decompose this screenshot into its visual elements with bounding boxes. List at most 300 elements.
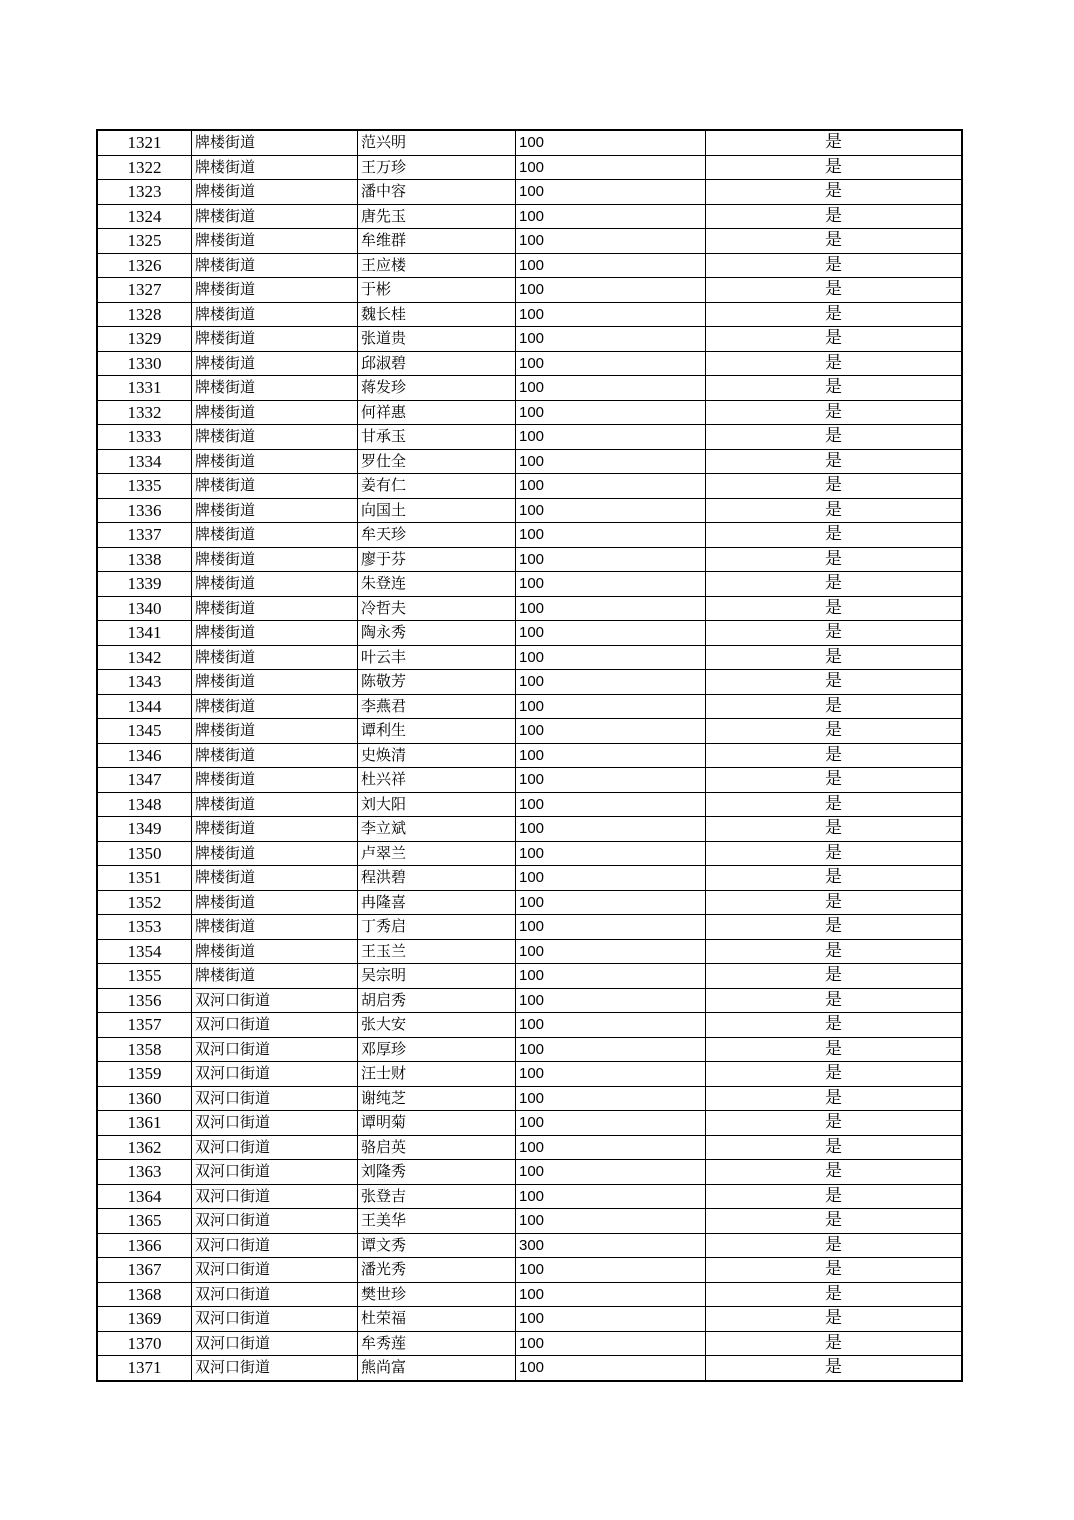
table-row: [97, 1307, 962, 1332]
street-cell: 牌楼街道: [192, 376, 358, 401]
table-row: [97, 866, 962, 891]
name-cell: 叶云丰: [358, 645, 516, 670]
table-row: [97, 890, 962, 915]
row-number: 1365: [97, 1209, 192, 1234]
flag-cell: 是: [706, 596, 963, 621]
row-number: 1337: [97, 523, 192, 548]
street-cell: 牌楼街道: [192, 278, 358, 303]
row-number: 1341: [97, 621, 192, 646]
flag-cell: 是: [706, 719, 963, 744]
amount-cell: 100: [516, 1086, 706, 1111]
amount-cell: 100: [516, 253, 706, 278]
table-row: [97, 1160, 962, 1185]
flag-cell: 是: [706, 376, 963, 401]
row-number: 1366: [97, 1233, 192, 1258]
flag-cell: 是: [706, 1209, 963, 1234]
table-row: [97, 1258, 962, 1283]
street-cell: 牌楼街道: [192, 792, 358, 817]
amount-cell: 100: [516, 841, 706, 866]
flag-cell: 是: [706, 180, 963, 205]
street-cell: 双河口街道: [192, 1037, 358, 1062]
street-cell: 牌楼街道: [192, 474, 358, 499]
table-row: [97, 768, 962, 793]
table-row: [97, 817, 962, 842]
table-row: [97, 1013, 962, 1038]
table-row: [97, 719, 962, 744]
name-cell: 汪士财: [358, 1062, 516, 1087]
amount-cell: 100: [516, 988, 706, 1013]
name-cell: 李立斌: [358, 817, 516, 842]
amount-cell: 100: [516, 817, 706, 842]
name-cell: 冷哲夫: [358, 596, 516, 621]
street-cell: 双河口街道: [192, 1331, 358, 1356]
name-cell: 卢翠兰: [358, 841, 516, 866]
row-number: 1345: [97, 719, 192, 744]
amount-cell: 100: [516, 155, 706, 180]
amount-cell: 100: [516, 572, 706, 597]
street-cell: 牌楼街道: [192, 621, 358, 646]
amount-cell: 100: [516, 670, 706, 695]
row-number: 1370: [97, 1331, 192, 1356]
table-row: [97, 523, 962, 548]
street-cell: 双河口街道: [192, 1233, 358, 1258]
row-number: 1332: [97, 400, 192, 425]
amount-cell: 100: [516, 1062, 706, 1087]
flag-cell: 是: [706, 1086, 963, 1111]
table-row: [97, 1356, 962, 1381]
amount-cell: 100: [516, 768, 706, 793]
row-number: 1328: [97, 302, 192, 327]
row-number: 1335: [97, 474, 192, 499]
table-row: [97, 474, 962, 499]
amount-cell: 100: [516, 1160, 706, 1185]
flag-cell: 是: [706, 547, 963, 572]
flag-cell: 是: [706, 1282, 963, 1307]
row-number: 1360: [97, 1086, 192, 1111]
amount-cell: 100: [516, 621, 706, 646]
flag-cell: 是: [706, 204, 963, 229]
row-number: 1350: [97, 841, 192, 866]
name-cell: 谭明菊: [358, 1111, 516, 1136]
amount-cell: 100: [516, 1282, 706, 1307]
street-cell: 牌楼街道: [192, 204, 358, 229]
name-cell: 张登吉: [358, 1184, 516, 1209]
street-cell: 牌楼街道: [192, 890, 358, 915]
amount-cell: 100: [516, 694, 706, 719]
street-cell: 双河口街道: [192, 1135, 358, 1160]
amount-cell: 100: [516, 449, 706, 474]
flag-cell: 是: [706, 768, 963, 793]
name-cell: 魏长桂: [358, 302, 516, 327]
name-cell: 罗仕全: [358, 449, 516, 474]
street-cell: 牌楼街道: [192, 253, 358, 278]
flag-cell: 是: [706, 498, 963, 523]
flag-cell: 是: [706, 474, 963, 499]
amount-cell: 100: [516, 1307, 706, 1332]
row-number: 1334: [97, 449, 192, 474]
row-number: 1346: [97, 743, 192, 768]
name-cell: 刘隆秀: [358, 1160, 516, 1185]
row-number: 1343: [97, 670, 192, 695]
table-row: [97, 988, 962, 1013]
flag-cell: 是: [706, 1258, 963, 1283]
row-number: 1363: [97, 1160, 192, 1185]
flag-cell: 是: [706, 1233, 963, 1258]
name-cell: 谭利生: [358, 719, 516, 744]
row-number: 1354: [97, 939, 192, 964]
name-cell: 潘中容: [358, 180, 516, 205]
amount-cell: 100: [516, 204, 706, 229]
table-row: [97, 670, 962, 695]
street-cell: 牌楼街道: [192, 523, 358, 548]
flag-cell: 是: [706, 229, 963, 254]
street-cell: 牌楼街道: [192, 327, 358, 352]
row-number: 1339: [97, 572, 192, 597]
row-number: 1371: [97, 1356, 192, 1381]
street-cell: 牌楼街道: [192, 841, 358, 866]
roster-body: [97, 130, 962, 1381]
street-cell: 牌楼街道: [192, 449, 358, 474]
street-cell: 双河口街道: [192, 1184, 358, 1209]
flag-cell: 是: [706, 1111, 963, 1136]
amount-cell: 100: [516, 1184, 706, 1209]
table-row: [97, 547, 962, 572]
name-cell: 王美华: [358, 1209, 516, 1234]
name-cell: 丁秀启: [358, 915, 516, 940]
table-row: [97, 1209, 962, 1234]
row-number: 1356: [97, 988, 192, 1013]
amount-cell: 100: [516, 792, 706, 817]
table-row: [97, 1037, 962, 1062]
street-cell: 牌楼街道: [192, 547, 358, 572]
street-cell: 牌楼街道: [192, 866, 358, 891]
table-row: [97, 155, 962, 180]
name-cell: 张道贵: [358, 327, 516, 352]
name-cell: 蒋发珍: [358, 376, 516, 401]
name-cell: 范兴明: [358, 130, 516, 155]
street-cell: 牌楼街道: [192, 130, 358, 155]
street-cell: 牌楼街道: [192, 180, 358, 205]
amount-cell: 100: [516, 596, 706, 621]
table-row: [97, 425, 962, 450]
name-cell: 刘大阳: [358, 792, 516, 817]
flag-cell: 是: [706, 523, 963, 548]
amount-cell: 100: [516, 1331, 706, 1356]
name-cell: 陈敬芳: [358, 670, 516, 695]
street-cell: 牌楼街道: [192, 768, 358, 793]
flag-cell: 是: [706, 964, 963, 989]
table-row: [97, 1233, 962, 1258]
street-cell: 牌楼街道: [192, 719, 358, 744]
flag-cell: 是: [706, 645, 963, 670]
flag-cell: 是: [706, 988, 963, 1013]
row-number: 1324: [97, 204, 192, 229]
name-cell: 杜荣福: [358, 1307, 516, 1332]
flag-cell: 是: [706, 1331, 963, 1356]
table-row: [97, 694, 962, 719]
name-cell: 唐先玉: [358, 204, 516, 229]
flag-cell: 是: [706, 1135, 963, 1160]
row-number: 1362: [97, 1135, 192, 1160]
amount-cell: 100: [516, 425, 706, 450]
name-cell: 王万珍: [358, 155, 516, 180]
amount-cell: 100: [516, 743, 706, 768]
row-number: 1359: [97, 1062, 192, 1087]
table-row: [97, 204, 962, 229]
name-cell: 于彬: [358, 278, 516, 303]
street-cell: 牌楼街道: [192, 498, 358, 523]
street-cell: 牌楼街道: [192, 155, 358, 180]
flag-cell: 是: [706, 302, 963, 327]
table-row: [97, 253, 962, 278]
table-row: [97, 1086, 962, 1111]
row-number: 1364: [97, 1184, 192, 1209]
row-number: 1329: [97, 327, 192, 352]
name-cell: 谭文秀: [358, 1233, 516, 1258]
row-number: 1331: [97, 376, 192, 401]
amount-cell: 100: [516, 1111, 706, 1136]
row-number: 1355: [97, 964, 192, 989]
name-cell: 陶永秀: [358, 621, 516, 646]
flag-cell: 是: [706, 817, 963, 842]
row-number: 1336: [97, 498, 192, 523]
row-number: 1344: [97, 694, 192, 719]
flag-cell: 是: [706, 841, 963, 866]
table-row: [97, 376, 962, 401]
street-cell: 牌楼街道: [192, 351, 358, 376]
name-cell: 潘光秀: [358, 1258, 516, 1283]
street-cell: 双河口街道: [192, 1160, 358, 1185]
street-cell: 牌楼街道: [192, 400, 358, 425]
table-row: [97, 743, 962, 768]
flag-cell: 是: [706, 425, 963, 450]
table-row: [97, 449, 962, 474]
table-row: [97, 964, 962, 989]
street-cell: 牌楼街道: [192, 645, 358, 670]
table-row: [97, 841, 962, 866]
row-number: 1327: [97, 278, 192, 303]
flag-cell: 是: [706, 939, 963, 964]
name-cell: 邓厚珍: [358, 1037, 516, 1062]
street-cell: 双河口街道: [192, 1356, 358, 1381]
amount-cell: 100: [516, 939, 706, 964]
amount-cell: 100: [516, 523, 706, 548]
amount-cell: 300: [516, 1233, 706, 1258]
street-cell: 牌楼街道: [192, 425, 358, 450]
amount-cell: 100: [516, 547, 706, 572]
street-cell: 牌楼街道: [192, 915, 358, 940]
street-cell: 双河口街道: [192, 1258, 358, 1283]
name-cell: 邱淑碧: [358, 351, 516, 376]
table-row: [97, 229, 962, 254]
amount-cell: 100: [516, 1258, 706, 1283]
amount-cell: 100: [516, 890, 706, 915]
flag-cell: 是: [706, 670, 963, 695]
flag-cell: 是: [706, 866, 963, 891]
flag-cell: 是: [706, 1037, 963, 1062]
flag-cell: 是: [706, 743, 963, 768]
street-cell: 双河口街道: [192, 1282, 358, 1307]
street-cell: 双河口街道: [192, 1307, 358, 1332]
row-number: 1338: [97, 547, 192, 572]
street-cell: 牌楼街道: [192, 670, 358, 695]
row-number: 1323: [97, 180, 192, 205]
street-cell: 双河口街道: [192, 1013, 358, 1038]
amount-cell: 100: [516, 964, 706, 989]
row-number: 1340: [97, 596, 192, 621]
amount-cell: 100: [516, 474, 706, 499]
row-number: 1347: [97, 768, 192, 793]
flag-cell: 是: [706, 915, 963, 940]
street-cell: 牌楼街道: [192, 694, 358, 719]
amount-cell: 100: [516, 915, 706, 940]
amount-cell: 100: [516, 1209, 706, 1234]
name-cell: 牟秀莲: [358, 1331, 516, 1356]
row-number: 1368: [97, 1282, 192, 1307]
street-cell: 牌楼街道: [192, 572, 358, 597]
flag-cell: 是: [706, 890, 963, 915]
street-cell: 双河口街道: [192, 1086, 358, 1111]
row-number: 1325: [97, 229, 192, 254]
name-cell: 骆启英: [358, 1135, 516, 1160]
street-cell: 牌楼街道: [192, 596, 358, 621]
flag-cell: 是: [706, 400, 963, 425]
street-cell: 牌楼街道: [192, 229, 358, 254]
flag-cell: 是: [706, 351, 963, 376]
row-number: 1322: [97, 155, 192, 180]
name-cell: 杜兴祥: [358, 768, 516, 793]
name-cell: 姜有仁: [358, 474, 516, 499]
row-number: 1330: [97, 351, 192, 376]
amount-cell: 100: [516, 278, 706, 303]
street-cell: 双河口街道: [192, 1209, 358, 1234]
street-cell: 牌楼街道: [192, 743, 358, 768]
row-number: 1352: [97, 890, 192, 915]
row-number: 1361: [97, 1111, 192, 1136]
table-row: [97, 1331, 962, 1356]
table-row: [97, 278, 962, 303]
table-row: [97, 596, 962, 621]
amount-cell: 100: [516, 498, 706, 523]
roster-table: [96, 129, 963, 1382]
name-cell: 胡启秀: [358, 988, 516, 1013]
table-row: [97, 1062, 962, 1087]
amount-cell: 100: [516, 866, 706, 891]
table-row: [97, 621, 962, 646]
table-row: [97, 400, 962, 425]
flag-cell: 是: [706, 1062, 963, 1087]
name-cell: 牟维群: [358, 229, 516, 254]
name-cell: 何祥惠: [358, 400, 516, 425]
table-row: [97, 572, 962, 597]
flag-cell: 是: [706, 1013, 963, 1038]
amount-cell: 100: [516, 1356, 706, 1381]
row-number: 1369: [97, 1307, 192, 1332]
amount-cell: 100: [516, 400, 706, 425]
flag-cell: 是: [706, 449, 963, 474]
name-cell: 程洪碧: [358, 866, 516, 891]
name-cell: 王应楼: [358, 253, 516, 278]
street-cell: 牌楼街道: [192, 817, 358, 842]
name-cell: 冉隆喜: [358, 890, 516, 915]
row-number: 1351: [97, 866, 192, 891]
name-cell: 向国土: [358, 498, 516, 523]
row-number: 1342: [97, 645, 192, 670]
name-cell: 樊世珍: [358, 1282, 516, 1307]
row-number: 1321: [97, 130, 192, 155]
flag-cell: 是: [706, 327, 963, 352]
name-cell: 李燕君: [358, 694, 516, 719]
flag-cell: 是: [706, 1356, 963, 1381]
amount-cell: 100: [516, 229, 706, 254]
name-cell: 谢纯芝: [358, 1086, 516, 1111]
amount-cell: 100: [516, 719, 706, 744]
table-row: [97, 180, 962, 205]
row-number: 1333: [97, 425, 192, 450]
flag-cell: 是: [706, 1184, 963, 1209]
name-cell: 张大安: [358, 1013, 516, 1038]
name-cell: 廖于芬: [358, 547, 516, 572]
table-row: [97, 1111, 962, 1136]
table-row: [97, 327, 962, 352]
name-cell: 吴宗明: [358, 964, 516, 989]
street-cell: 牌楼街道: [192, 964, 358, 989]
amount-cell: 100: [516, 376, 706, 401]
amount-cell: 100: [516, 180, 706, 205]
flag-cell: 是: [706, 792, 963, 817]
flag-cell: 是: [706, 253, 963, 278]
amount-cell: 100: [516, 327, 706, 352]
flag-cell: 是: [706, 130, 963, 155]
row-number: 1358: [97, 1037, 192, 1062]
table-row: [97, 351, 962, 376]
flag-cell: 是: [706, 694, 963, 719]
name-cell: 王玉兰: [358, 939, 516, 964]
table-row: [97, 130, 962, 155]
row-number: 1353: [97, 915, 192, 940]
name-cell: 史焕清: [358, 743, 516, 768]
flag-cell: 是: [706, 155, 963, 180]
flag-cell: 是: [706, 621, 963, 646]
amount-cell: 100: [516, 645, 706, 670]
row-number: 1348: [97, 792, 192, 817]
flag-cell: 是: [706, 1160, 963, 1185]
amount-cell: 100: [516, 130, 706, 155]
street-cell: 牌楼街道: [192, 939, 358, 964]
flag-cell: 是: [706, 1307, 963, 1332]
amount-cell: 100: [516, 351, 706, 376]
flag-cell: 是: [706, 278, 963, 303]
table-row: [97, 1184, 962, 1209]
name-cell: 牟天珍: [358, 523, 516, 548]
row-number: 1357: [97, 1013, 192, 1038]
table-row: [97, 1135, 962, 1160]
table-row: [97, 792, 962, 817]
name-cell: 甘承玉: [358, 425, 516, 450]
street-cell: 双河口街道: [192, 1062, 358, 1087]
street-cell: 双河口街道: [192, 988, 358, 1013]
row-number: 1367: [97, 1258, 192, 1283]
amount-cell: 100: [516, 1135, 706, 1160]
table-row: [97, 939, 962, 964]
street-cell: 双河口街道: [192, 1111, 358, 1136]
name-cell: 朱登连: [358, 572, 516, 597]
flag-cell: 是: [706, 572, 963, 597]
table-row: [97, 645, 962, 670]
street-cell: 牌楼街道: [192, 302, 358, 327]
amount-cell: 100: [516, 1013, 706, 1038]
amount-cell: 100: [516, 302, 706, 327]
